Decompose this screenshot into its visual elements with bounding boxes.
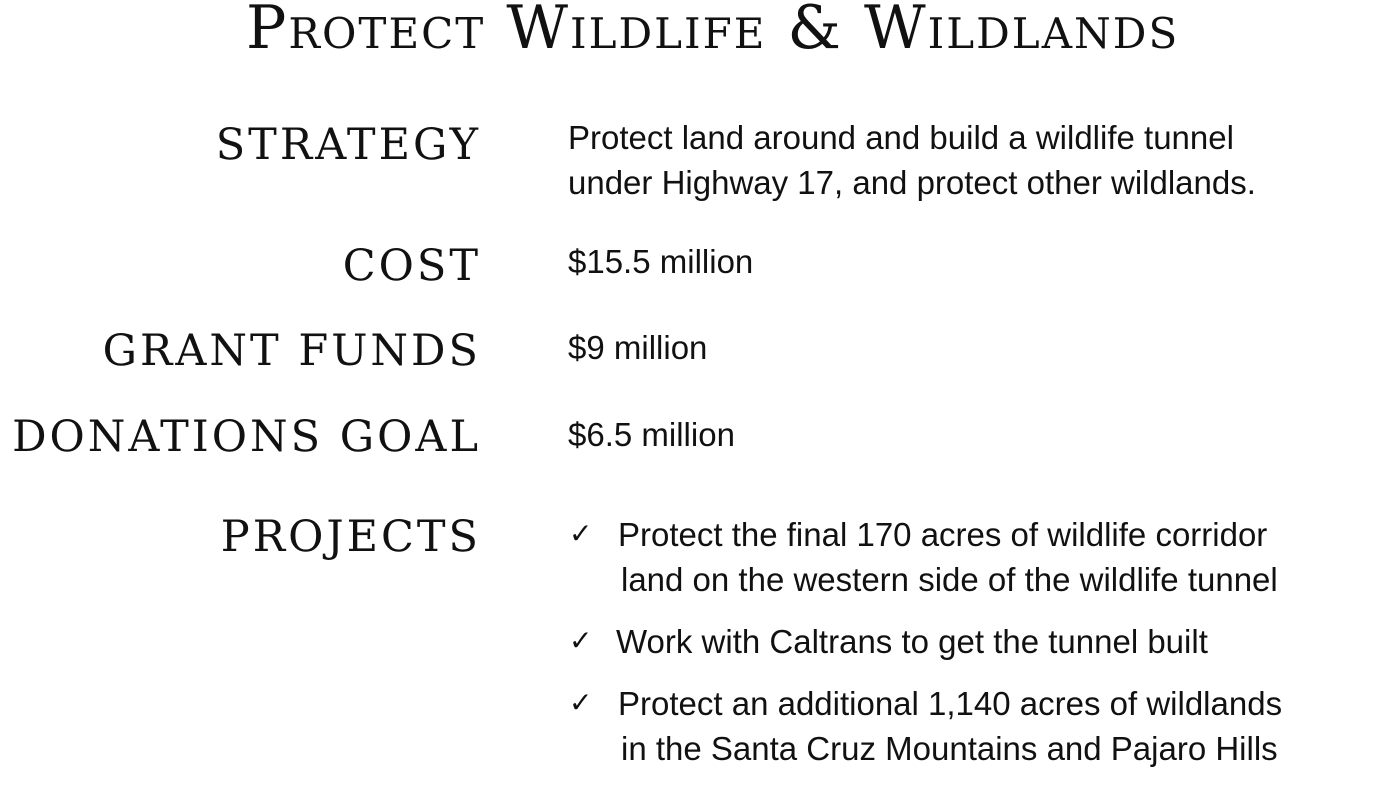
project-item-2-line-1: Work with Caltrans to get the tunnel built: [616, 623, 1208, 660]
cost-value: $15.5 million: [568, 243, 754, 280]
donations-goal-value: $6.5 million: [568, 416, 735, 453]
project-item-1-line-1: Protect the final 170 acres of wildlife corridor: [618, 516, 1268, 553]
cost-label: COST: [342, 241, 481, 291]
project-item-3-line-2: in the Santa Cruz Mountains and Pajaro Hills: [621, 730, 1278, 767]
grant-funds-label: GRANT FUNDS: [102, 326, 481, 376]
grant-funds-value: $9 million: [568, 329, 708, 366]
strategy-value-line-1: Protect land around and build a wildlife tunnel: [568, 119, 1234, 156]
strategy-value-line-2: under Highway 17, and protect other wildlands.: [568, 164, 1256, 201]
page-title: Protect Wildlife & Wildlands: [246, 0, 1180, 63]
projects-label: PROJECTS: [220, 512, 481, 562]
checkmark-icon: ✓: [569, 517, 593, 550]
strategy-label: STRATEGY: [215, 120, 481, 170]
checkmark-icon: ✓: [569, 686, 593, 719]
project-item-1-line-2: land on the western side of the wildlife tunnel: [621, 561, 1278, 598]
donations-goal-label: DONATIONS GOAL: [12, 412, 481, 462]
project-item-3-line-1: Protect an additional 1,140 acres of wildlands: [618, 685, 1283, 722]
checkmark-icon: ✓: [569, 624, 593, 657]
